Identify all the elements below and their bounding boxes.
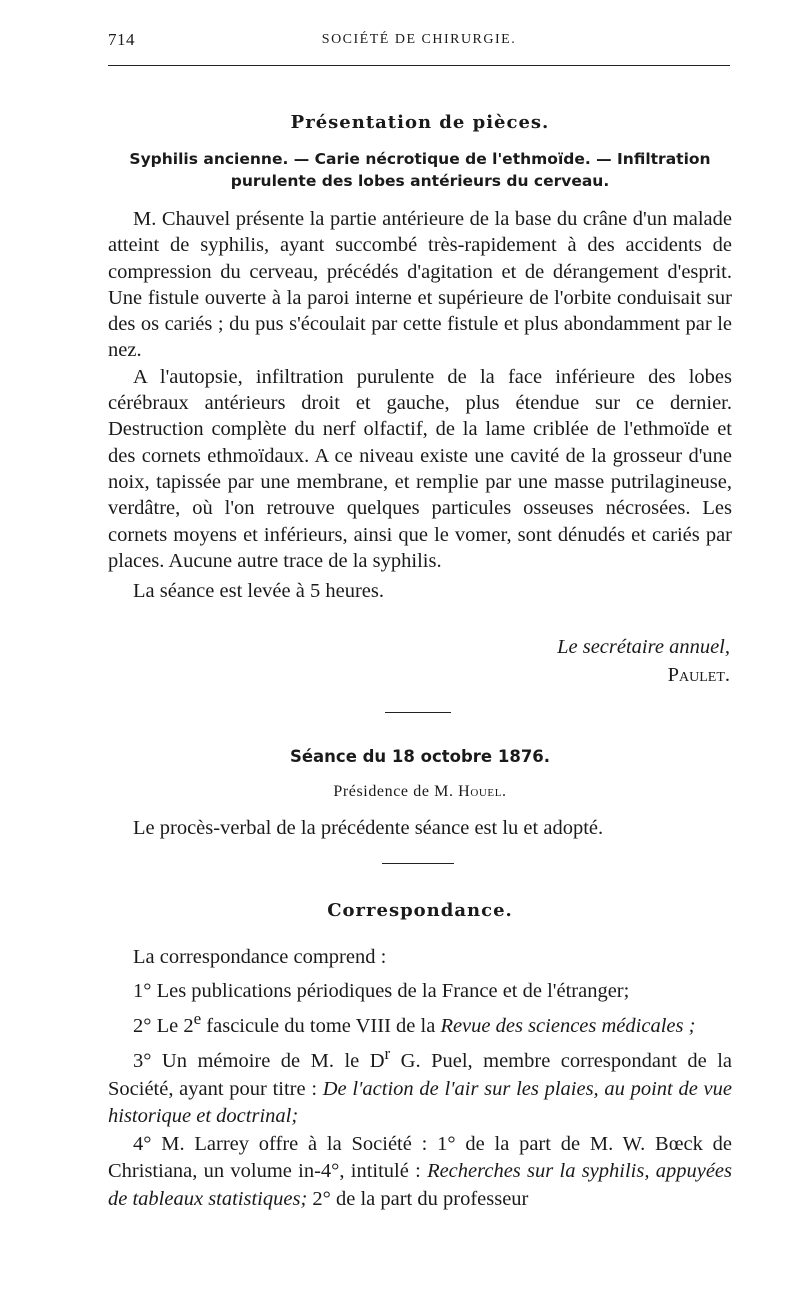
section-divider (385, 712, 451, 713)
page-header (108, 30, 730, 60)
paragraph-correspondance-intro: La correspondance comprend : (133, 946, 387, 968)
presentation-body (108, 206, 732, 604)
paragraph-seance-levee: La séance est levée à 5 heures. (133, 580, 384, 603)
section-title-presentation: Présentation de pièces. (290, 112, 550, 133)
paragraph-proces-verbal: Le procès-verbal de la précédente séance est lu et adopté. (133, 817, 604, 839)
list-item-2: 2° Le 2e fascicule du tome VIII de la Revue des sciences médicales ; (133, 1009, 696, 1037)
presentation-subtitle (108, 148, 732, 192)
presidence-line (108, 783, 732, 801)
header-rule (108, 65, 730, 66)
memoire-title: De l'action de l'air sur les plaies, au point de vue historique et doctrinal; (108, 1077, 732, 1128)
signature-name: Paulet. (667, 664, 730, 686)
running-head: SOCIÉTÉ DE CHIRURGIE. (321, 32, 517, 47)
minutes-body (108, 815, 732, 841)
seance-title: Séance du 18 octobre 1876. (289, 747, 551, 766)
section-divider-2 (382, 863, 454, 864)
paragraph-autopsie: A l'autopsie, infiltration purulente de la face inférieure des lobes cérébraux antérieurs droit et gauche, plus étendue sur ce dernier. Destruction complète du nerf olfactif, de la lame criblée de l'ethmoïde et des cornets ethmoïdaux. A ce niveau existe une cavité de la grosseur d'une noix, tapissée par une membrane, et remplie par une masse putrilagineuse, verdâtre, où l'on retrouve quelques particules osseuses nécrosées. Les cornets moyens et inférieurs, ainsi que le vomer, sont dénudés et cariés par places. Aucune autre trace de la syphilis. (108, 365, 732, 572)
page-number: 714 (108, 30, 135, 49)
paragraph-chauvel: M. Chauvel présente la partie antérieure de la base du crâne d'un malade atteint de syphilis, ayant succombé très-rapidement à des accidents de compression du cerveau, précédés d'agitation et de dérangement d'esprit. Une fistule ouverte à la paroi interne et supérieure de l'orbite conduisait sur des os cariés ; du pus s'écoulait par cette fistule et plus abondamment par le nez. (108, 208, 732, 362)
signature-block (557, 633, 730, 689)
section-title-correspondance: Correspondance. (327, 900, 513, 921)
presidence-prefix: Présidence de M. (333, 783, 459, 800)
correspondance-body (108, 944, 732, 1213)
list-item-1: 1° Les publications périodiques de la France et de l'étranger; (133, 979, 630, 1002)
signature-title: Le secrétaire annuel, (557, 636, 730, 658)
subtitle-line-1: Syphilis ancienne. — Carie nécrotique de l'ethmoïde. — Infiltration (129, 150, 711, 168)
recherches-title: Recherches sur la syphilis, appuyées de tableaux statistiques; (108, 1160, 733, 1210)
revue-title: Revue des sciences médicales ; (440, 1014, 696, 1037)
list-item-3: 3° Un mémoire de M. le $D^r$ G. Puel, membre correspondant de la Société, ayant pour titre : De l'action de l'air sur les plaies, au point de vue historique et doctrinal; (108, 1044, 732, 1128)
subtitle-line-2: purulente des lobes antérieurs du cerveau. (230, 172, 610, 190)
president-name: Houel. (458, 783, 507, 800)
list-item-4: 4° M. Larrey offre à la Société : 1° de la part de M. W. Bœck de Christiana, un volume in-4°, intitulé : Recherches sur la syphilis, appuyées de tableaux statistiques; 2° de la part du professeur (108, 1132, 733, 1210)
